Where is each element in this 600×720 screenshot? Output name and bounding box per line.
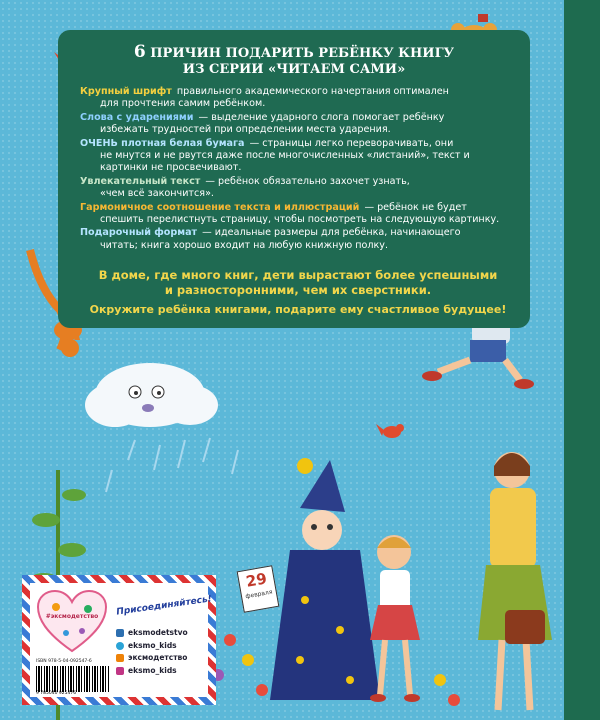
reason-text: — идеальные размеры для ребёнка, начинающего [199,227,461,239]
book-spine [564,0,600,720]
reason-keyword: Гармоничное соотношение текста и иллюстраций [80,201,360,213]
barcode [36,666,110,692]
isbn-text: ISBN 978-5-04-092547-6 [36,659,92,664]
reason-item [78,176,518,201]
social-links [116,627,188,677]
reason-text: — ребёнок обязательно захочет узнать, [202,175,410,187]
reason-keyword: Крупный шрифт [80,86,172,97]
slogan-block [78,268,518,298]
reason-keyword: Слова с ударениями [80,111,194,123]
instagram-icon [116,667,124,675]
title-line-1: ПРИЧИН ПОДАРИТЬ РЕБЁНКУ КНИГУ [150,46,455,61]
reason-item [78,112,518,137]
reason-text: — страницы легко переворачивать, они [246,137,454,149]
social-label: eksmodetstvo [128,628,188,637]
social-label: eksmo_kids [128,640,177,650]
woman-illustration [478,452,552,710]
reason-item [78,138,518,175]
title-line-2: ИЗ СЕРИИ «ЧИТАЕМ САМИ» [182,62,406,77]
barcode-number: 9 785040 925476 [36,691,77,696]
reason-text-continued: избежать трудностей при определении места ударения. [100,124,391,136]
small-bird-illustration [376,424,404,438]
reason-text-continued: читать; книга хорошо входит на любую книжную полку. [100,239,389,251]
social-label: eksmo_kids [128,665,177,675]
reasons-list [78,86,518,253]
sticker-body [30,583,213,697]
reason-text: — ребёнок не будет [361,201,467,213]
telegram-icon [116,642,124,650]
brand-label: #эксмодетство [45,613,99,620]
heart-logo-icon [36,589,108,655]
reason-text-continued: не мнутся и не рвутся даже после многочисленных «листаний», текст и картинки не просвечивают. [100,150,470,174]
reason-keyword: Увлекательный текст [80,175,201,187]
reason-text-continued: для прочтения самим ребёнком. [100,98,266,110]
calendar-month: февраля [244,588,273,601]
reason-text-continued: «чем всё закончится». [100,188,214,200]
reason-text: правильного академического начертания оптимален [173,86,449,97]
title-number: 6 [133,42,146,62]
girl-illustration [370,535,420,702]
reason-item [78,227,518,252]
slogan-line-2: и разносторонними, чем их сверстники. [164,283,432,297]
wizard-illustration [270,458,380,700]
calendar-page [237,565,280,613]
join-label: Присоединяйтесь! [115,594,213,618]
panel-title [80,44,508,78]
social-link-ok[interactable] [116,652,188,665]
calendar-day: 29 [244,569,269,591]
reason-text: — выделение ударного слога помогает ребёнку [195,111,445,123]
social-link-vk[interactable] [116,627,188,640]
publisher-sticker [22,575,216,705]
reason-keyword: ОЧЕНЬ плотная белая бумага [80,137,245,149]
slogan-line-1: В доме, где много книг, дети вырастают более успешными [98,268,498,282]
reason-item [78,202,518,227]
vk-icon [116,629,124,637]
ok-icon [116,654,124,662]
reason-item [78,86,518,111]
social-label: эксмодетство [128,653,188,662]
cloud-illustration [85,363,238,492]
slogan-line-3: Окружите ребёнка книгами, подарите ему счастливое будущее! [89,303,507,316]
reason-keyword: Подарочный формат [80,227,198,239]
social-link-instagram[interactable] [116,665,188,678]
reason-text-continued: спешить перелистнуть страницу, чтобы посмотреть на следующую картинку. [100,214,500,226]
social-link-telegram[interactable] [116,640,188,653]
